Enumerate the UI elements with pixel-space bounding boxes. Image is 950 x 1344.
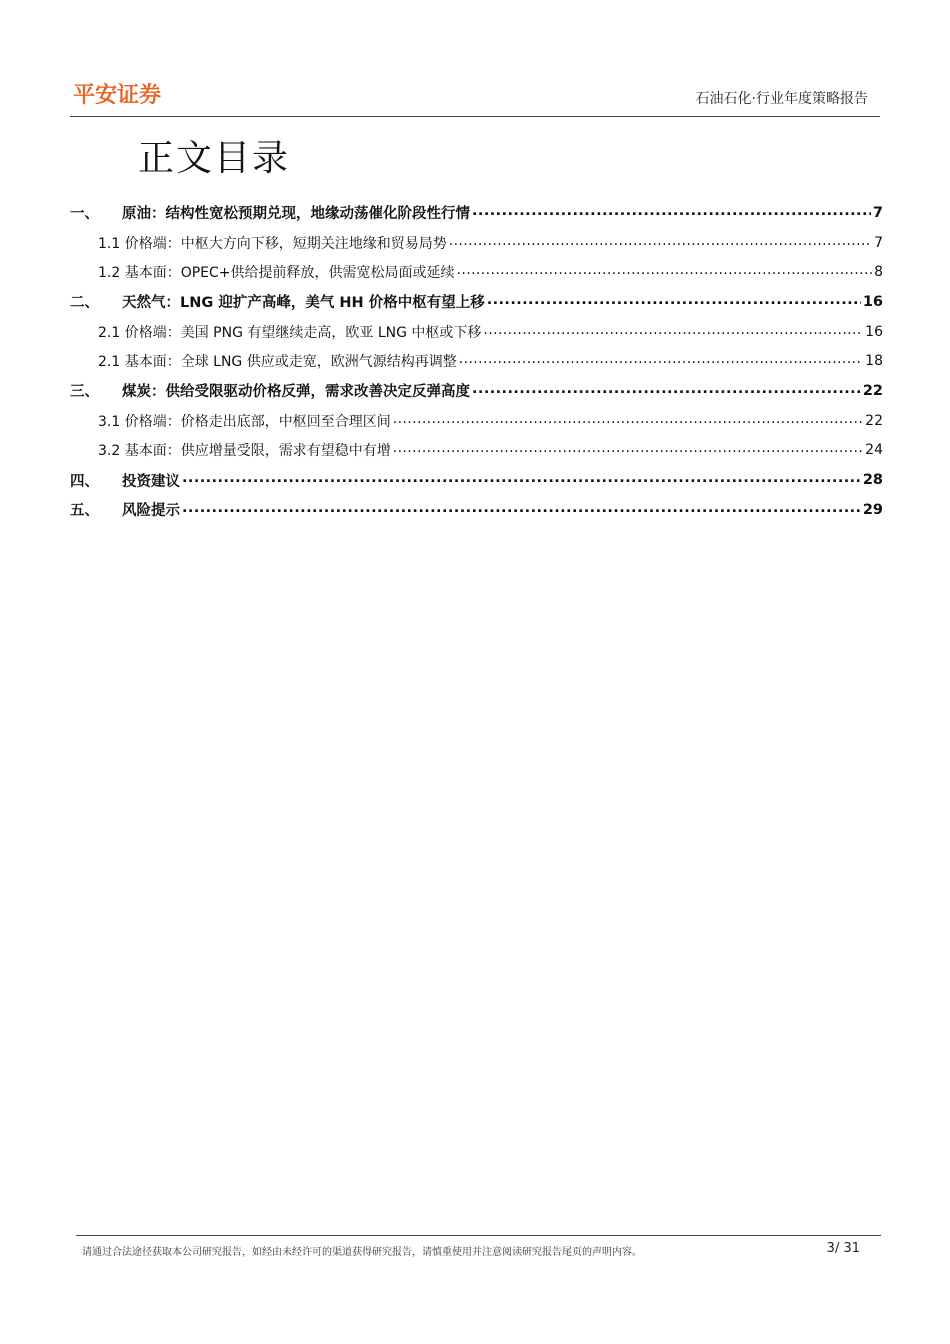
toc-leader-dots (483, 324, 863, 340)
toc-entry-text: 1.1 价格端：中枢大方向下移，短期关注地缘和贸易局势 (98, 235, 447, 252)
toc-entry-page: 28 (862, 472, 883, 489)
toc-entry-number: 三、 (70, 384, 99, 401)
toc-leader-dots (459, 353, 863, 369)
toc-entry-page: 7 (872, 204, 883, 221)
toc-entry-number: 二、 (70, 295, 99, 312)
toc-entry-text: 1.2 基本面：OPEC+供给提前释放，供需宽松局面或延续 (98, 265, 455, 282)
toc-entry-5[interactable] (70, 495, 883, 525)
toc-entry-page: 16 (862, 293, 883, 310)
header-divider (70, 116, 880, 117)
toc-entry-page: 8 (874, 264, 883, 281)
toc-entry-text: 2.1 基本面：全球 LNG 供应或走宽，欧洲气源结构再调整 (98, 354, 457, 371)
table-of-contents (70, 198, 883, 525)
footer-divider (76, 1235, 881, 1236)
toc-entry-text: 风险提示 (122, 503, 180, 520)
toc-entry-1[interactable] (70, 198, 883, 228)
toc-entry-2[interactable] (70, 287, 883, 317)
toc-entry-text: 3.1 价格端：价格走出底部，中枢回至合理区间 (98, 413, 391, 430)
toc-entry-3-2[interactable] (70, 436, 883, 466)
toc-entry-page: 22 (865, 412, 883, 429)
toc-entry-page: 29 (862, 501, 883, 518)
toc-leader-dots (472, 205, 871, 221)
toc-entry-2-1[interactable] (70, 317, 883, 347)
toc-leader-dots (182, 502, 861, 518)
toc-entry-number: 一、 (70, 206, 99, 223)
toc-entry-page: 16 (865, 323, 883, 340)
toc-entry-page: 7 (874, 234, 883, 251)
toc-entry-text: 天然气：LNG 迎扩产高峰，美气 HH 价格中枢有望上移 (122, 295, 485, 312)
toc-entry-1-1[interactable] (70, 228, 883, 258)
toc-entry-text: 煤炭：供给受限驱动价格反弹，需求改善决定反弹高度 (122, 384, 470, 401)
toc-leader-dots (393, 413, 863, 429)
report-header-title: 石油石化·行业年度策略报告 (695, 91, 868, 107)
toc-entry-3[interactable] (70, 376, 883, 406)
toc-leader-dots (449, 235, 872, 251)
toc-title: 正文目录 (138, 138, 291, 179)
toc-entry-2-2[interactable] (70, 346, 883, 376)
page-number: 3/ 31 (826, 1241, 860, 1256)
toc-leader-dots (487, 294, 861, 310)
toc-leader-dots (393, 442, 863, 458)
toc-entry-3-1[interactable] (70, 406, 883, 436)
toc-entry-4[interactable] (70, 465, 883, 495)
toc-entry-text: 原油：结构性宽松预期兑现，地缘动荡催化阶段性行情 (122, 206, 470, 223)
footer-disclaimer: 请通过合法途径获取本公司研究报告，如经由未经许可的渠道获得研究报告，请慎重使用并注意阅读研究报告尾页的声明内容。 (82, 1247, 642, 1258)
toc-leader-dots (182, 472, 861, 488)
toc-entry-page: 24 (865, 442, 883, 459)
toc-entry-page: 18 (865, 353, 883, 370)
toc-leader-dots (472, 383, 861, 399)
toc-entry-1-2[interactable] (70, 257, 883, 287)
toc-entry-text: 3.2 基本面：供应增量受限，需求有望稳中有增 (98, 443, 391, 460)
toc-entry-number: 四、 (70, 473, 99, 490)
brand-logo: 平安证券 (73, 83, 162, 108)
toc-entry-text: 2.1 价格端：美国 PNG 有望继续走高，欧亚 LNG 中枢或下移 (98, 324, 482, 341)
toc-entry-page: 22 (862, 382, 883, 399)
toc-leader-dots (457, 264, 873, 280)
toc-entry-number: 五、 (70, 503, 99, 520)
toc-entry-text: 投资建议 (122, 473, 180, 490)
